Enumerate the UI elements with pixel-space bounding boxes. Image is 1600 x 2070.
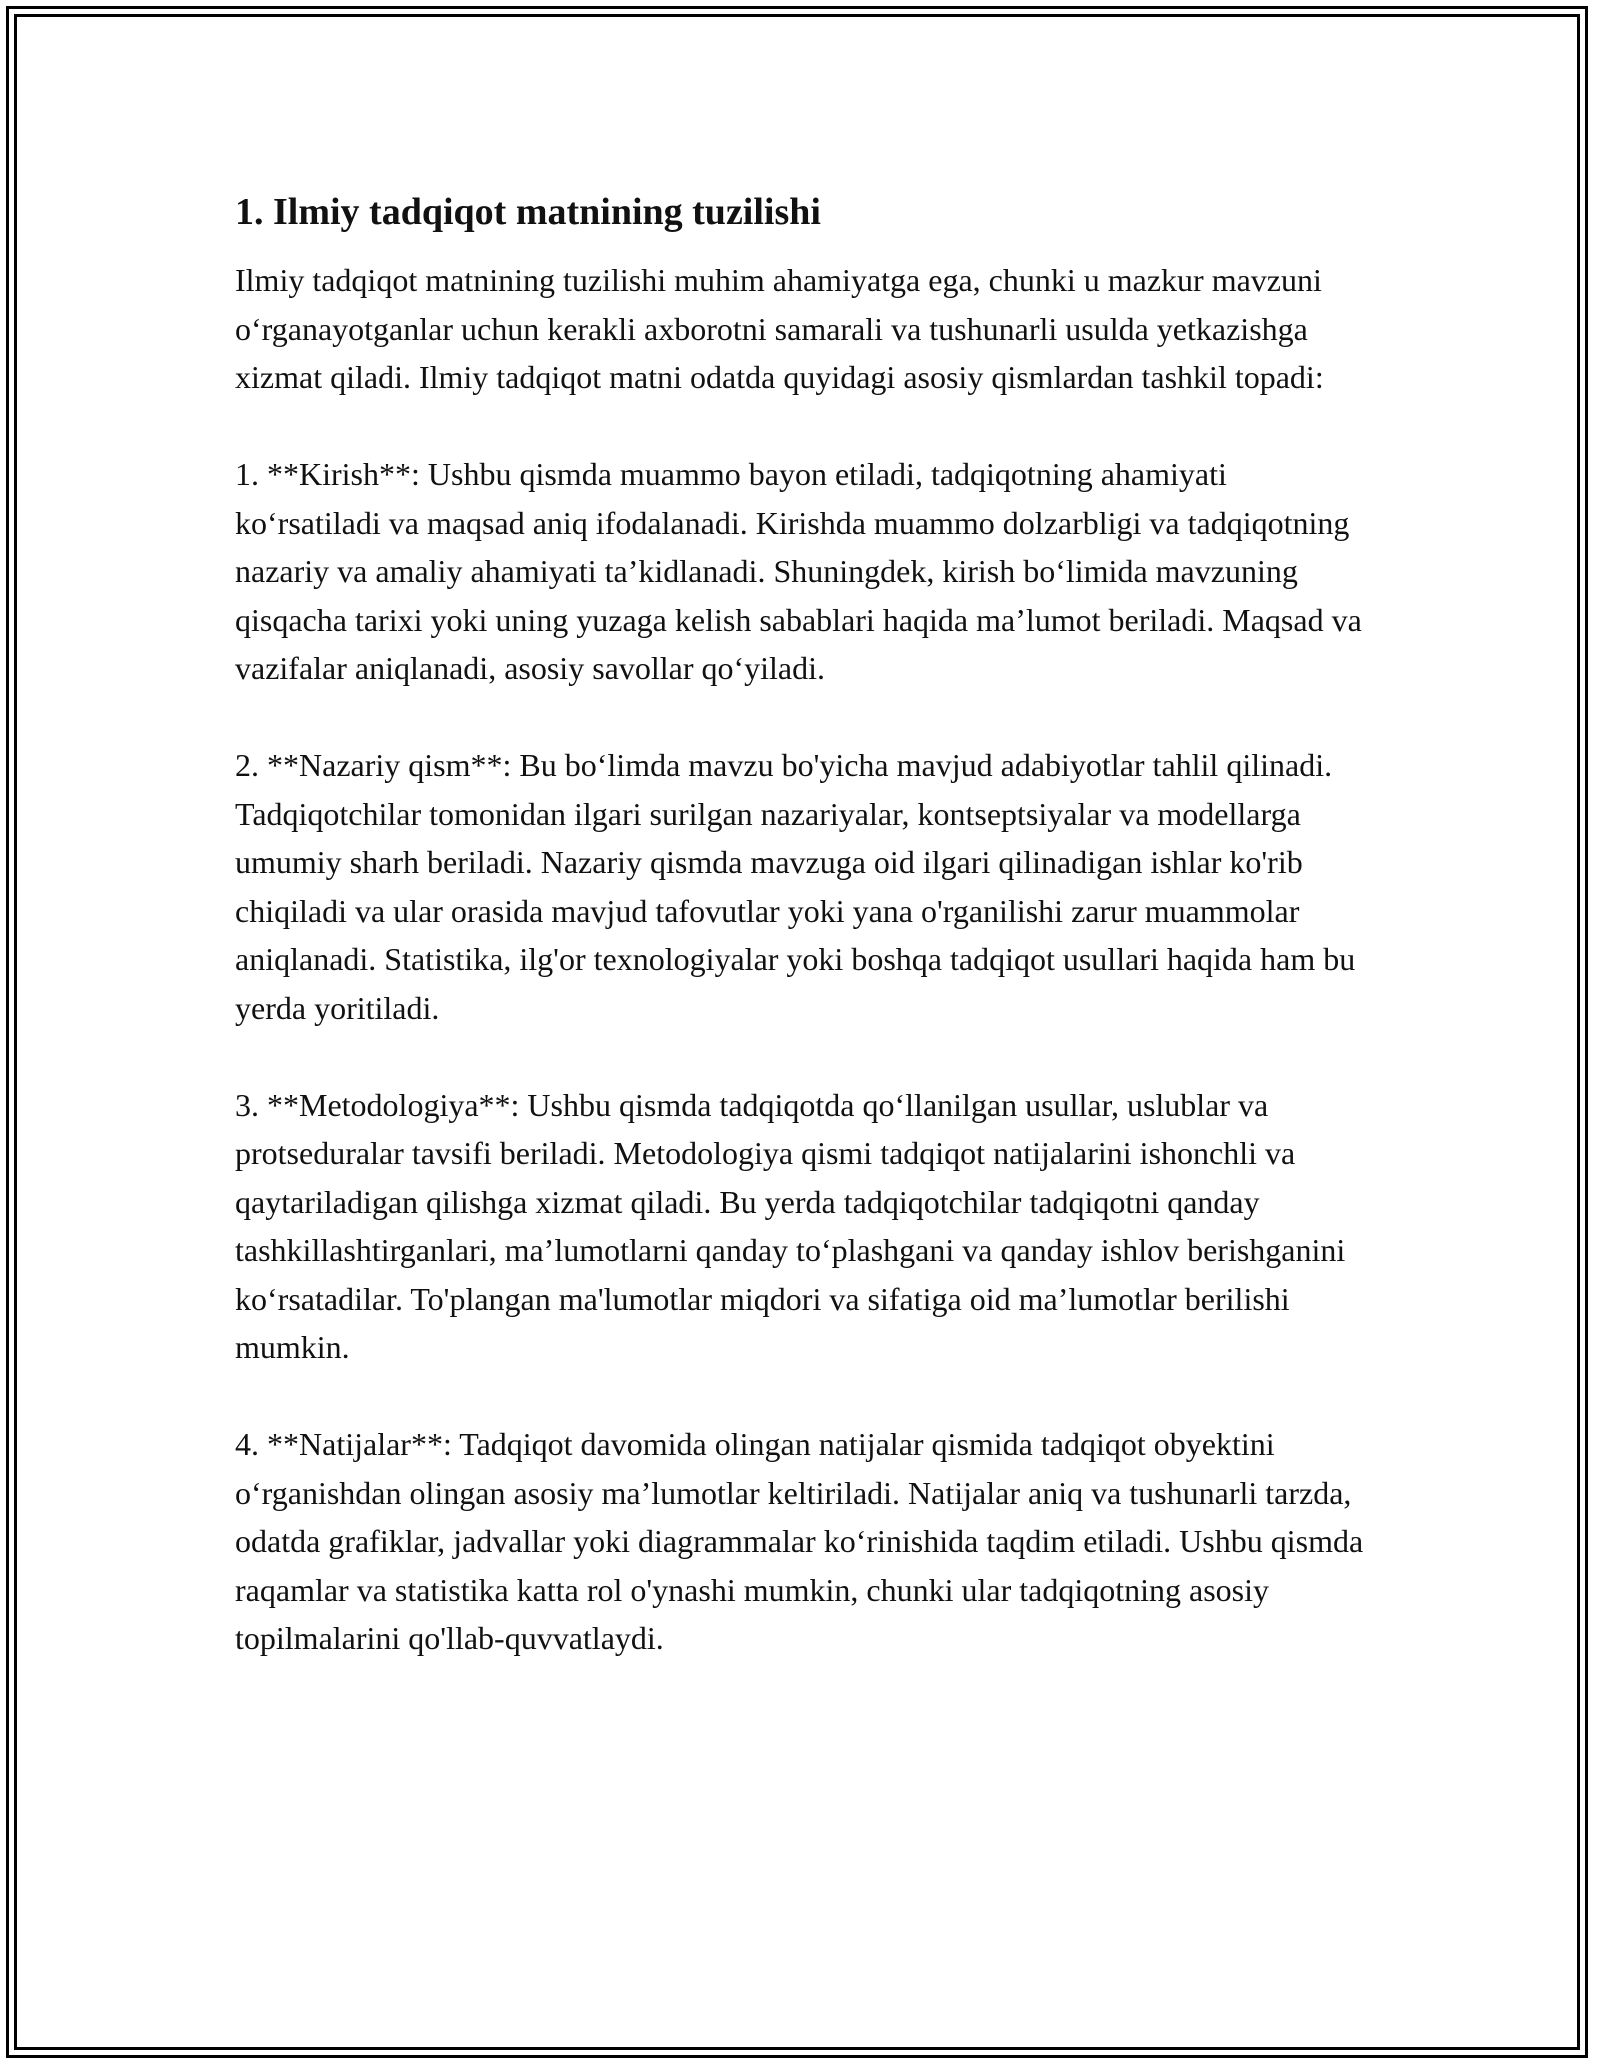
intro-paragraph: Ilmiy tadqiqot matnining tuzilishi muhim ahamiyatga ega, chunki u mazkur mavzuni o‘rganayotganlar uchun kerakli axborotni samarali va tushunarli usulda yetkazishga xizmat qiladi. Ilmiy tadqiqot matni odatda quyidagi asosiy qismlardan tashkil topadi: [235,262,1324,395]
section-metodologiya-paragraph: 3. **Metodologiya**: Ushbu qismda tadqiqotda qo‘llanilgan usullar, uslublar va protseduralar tavsifi beriladi. Metodologiya qismi tadqiqot natijalarini ishonchli va qaytariladigan qilishga xizmat qiladi. Bu yerda tadqiqotchilar tadqiqotni qanday tashkillashtirganlari, ma’lumotlarni qanday to‘plashgani va qanday ishlov berishganini ko‘rsatadilar. To'plangan ma'lumotlar miqdori va sifatiga oid ma’lumotlar berilishi mumkin. [235,1086,1346,1365]
document-title: 1. Ilmiy tadqiqot matnining tuzilishi [235,191,821,233]
section-natijalar-paragraph: 4. **Natijalar**: Tadqiqot davomida olingan natijalar qismida tadqiqot obyektini o‘rganishdan olingan asosiy ma’lumotlar keltiriladi. Natijalar aniq va tushunarli tarzda, odatda grafiklar, jadvallar yoki diagrammalar ko‘rinishida taqdim etiladi. Ushbu qismda raqamlar va statistika katta rol o'ynashi mumkin, chunki ular tadqiqotning asosiy topilmalarini qo'llab-quvvatlaydi. [235,1426,1364,1656]
document-body [235,186,1370,1711]
section-kirish-paragraph: 1. **Kirish**: Ushbu qismda muammo bayon etiladi, tadqiqotning ahamiyati ko‘rsatiladi va maqsad aniq ifodalanadi. Kirishda muammo dolzarbligi va tadqiqotning nazariy va amaliy ahamiyati ta’kidlanadi. Shuningdek, kirish bo‘limida mavzuning qisqacha tarixi yoki uning yuzaga kelish sabablari haqida ma’lumot beriladi. Maqsad va vazifalar aniqlanadi, asosiy savollar qo‘yiladi. [235,456,1362,686]
section-nazariy-qism-paragraph: 2. **Nazariy qism**: Bu bo‘limda mavzu bo'yicha mavjud adabiyotlar tahlil qilinadi. Tadqiqotchilar tomonidan ilgari surilgan nazariyalar, kontseptsiyalar va modellarga umumiy sharh beriladi. Nazariy qismda mavzuga oid ilgari qilinadigan ishlar ko'rib chiqiladi va ular orasida mavjud tafovutlar yoki yana o'rganilishi zarur muammolar aniqlanadi. Statistika, ilg'or texnologiyalar yoki boshqa tadqiqot usullari haqida ham bu yerda yoritiladi. [235,747,1356,1026]
